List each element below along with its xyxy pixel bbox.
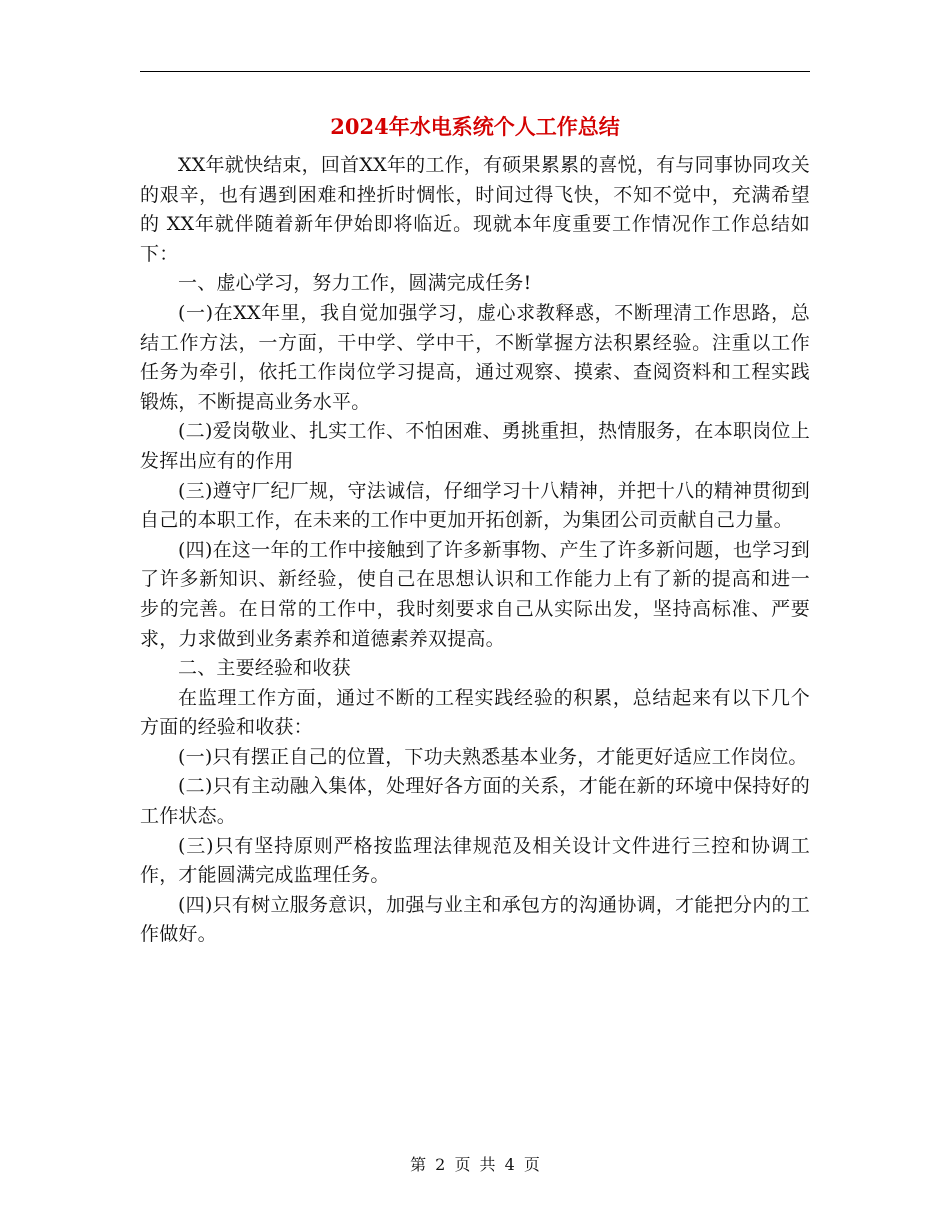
document-title: 2024年水电系统个人工作总结 xyxy=(330,114,620,139)
paragraph-1-2: (二)爱岗敬业、扎实工作、不怕困难、勇挑重担，热情服务，在本职岗位上发挥出应有的作用 xyxy=(140,420,810,472)
paragraph-1-3: (三)遵守厂纪厂规，守法诚信，仔细学习十八精神，并把十八的精神贯彻到自己的本职工作，在未来的工作中更加开拓创新，为集团公司贡献自己力量。 xyxy=(140,479,810,532)
document-body xyxy=(140,151,810,950)
paragraph-2-1: (一)只有摆正自己的位置，下功夫熟悉基本业务，才能更好适应工作岗位。 xyxy=(178,745,808,768)
paragraph-2-4: (四)只有树立服务意识，加强与业主和承包方的沟通协调，才能把分内的工作做好。 xyxy=(140,893,810,946)
page-number-footer: 第 2 页 共 4 页 xyxy=(410,1155,540,1174)
section-heading-1: 一、虚心学习，努力工作，圆满完成任务! xyxy=(178,272,532,295)
section-heading-2: 二、主要经验和收获 xyxy=(178,657,351,680)
header-rule xyxy=(140,71,810,72)
paragraph-2-3: (三)只有坚持原则严格按监理法律规范及相关设计文件进行三控和协调工作，才能圆满完成监理任务。 xyxy=(140,834,810,887)
paragraph-2-2: (二)只有主动融入集体，处理好各方面的关系，才能在新的环境中保持好的工作状态。 xyxy=(140,775,810,828)
paragraph-1-4: (四)在这一年的工作中接触到了许多新事物、产生了许多新问题，也学习到了许多新知识、新经验，使自己在思想认识和工作能力上有了新的提高和进一步的完善。在日常的工作中，我时刻要求自己从实际出发，坚持高标准、严要求，力求做到业务素养和道德素养双提高。 xyxy=(140,538,810,650)
paragraph-intro: XX年就快结束，回首XX年的工作，有硕果累累的喜悦，有与同事协同攻关的艰辛，也有遇到困难和挫折时惆怅，时间过得飞快，不知不觉中，充满希望的 XX年就伴随着新年伊始即将临近。现就本年度重要工作情况作工作总结如下： xyxy=(140,154,810,265)
paragraph-2-intro: 在监理工作方面，通过不断的工程实践经验的积累，总结起来有以下几个方面的经验和收获： xyxy=(140,686,810,739)
paragraph-1-1: (一)在XX年里，我自觉加强学习，虚心求教释惑，不断理清工作思路，总结工作方法，一方面，干中学、学中干，不断掌握方法积累经验。注重以工作任务为牵引，依托工作岗位学习提高，通过观察、摸索、查阅资料和工程实践锻炼，不断提高业务水平。 xyxy=(140,301,810,413)
